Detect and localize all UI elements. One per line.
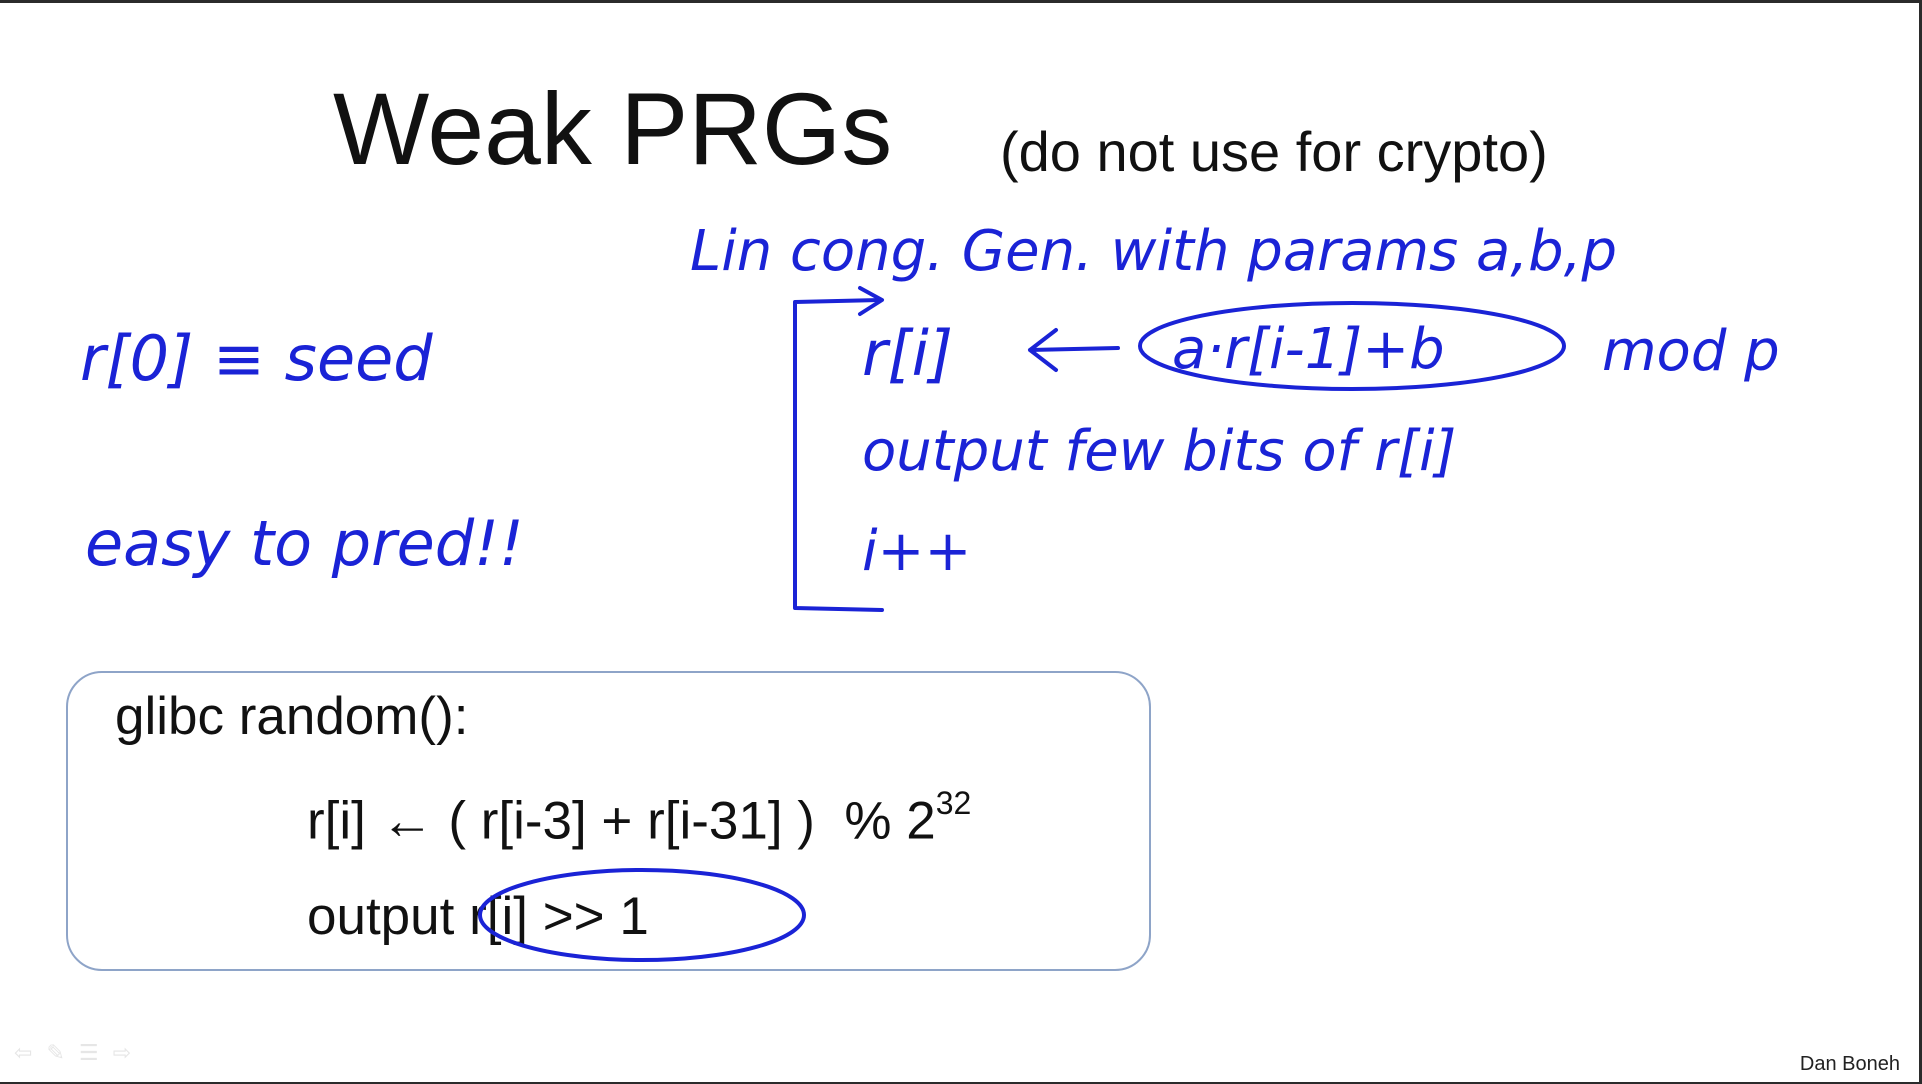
recurrence-text: r[i] ← ( r[i-3] + r[i-31] ) % 2: [307, 791, 936, 851]
menu-icon[interactable]: ☰: [78, 1040, 99, 1065]
slide-title: Weak PRGs: [333, 72, 893, 186]
output-few-bits-note: output few bits of r[i]: [862, 419, 1457, 484]
code-line-recurrence: [307, 785, 972, 851]
loop-bracket: [795, 300, 882, 610]
r-i-note: r[i]: [862, 317, 954, 390]
frame-top-border: [0, 0, 1922, 3]
output-value: r[i] >> 1: [469, 887, 649, 946]
formula-circle: [1140, 303, 1564, 389]
slide-subtitle: (do not use for crypto): [1000, 120, 1548, 183]
i-increment-note: i++: [862, 519, 972, 584]
lin-cong-note: Lin cong. Gen. with params a,b,p: [690, 219, 1618, 284]
slide-nav-controls: [14, 1042, 131, 1064]
seed-note: r[0] ≡ seed: [80, 322, 433, 395]
mod-p-note: mod p: [1602, 319, 1780, 384]
output-label: output: [307, 887, 455, 946]
easy-to-pred-note: easy to pred!!: [85, 507, 524, 580]
code-box-title: glibc random():: [115, 687, 469, 746]
forward-arrow-icon[interactable]: ⇨: [112, 1040, 132, 1065]
pen-icon[interactable]: ✎: [46, 1040, 65, 1065]
author-credit: Dan Boneh: [1799, 1053, 1900, 1075]
recurrence-exponent: 32: [935, 785, 972, 821]
assign-arrow: [1030, 330, 1118, 370]
loop-bracket-arrowhead: [860, 288, 882, 314]
formula-note: a·r[i-1]+b: [1172, 317, 1445, 382]
code-line-output: [307, 887, 649, 946]
back-arrow-icon[interactable]: ⇦: [14, 1040, 33, 1065]
